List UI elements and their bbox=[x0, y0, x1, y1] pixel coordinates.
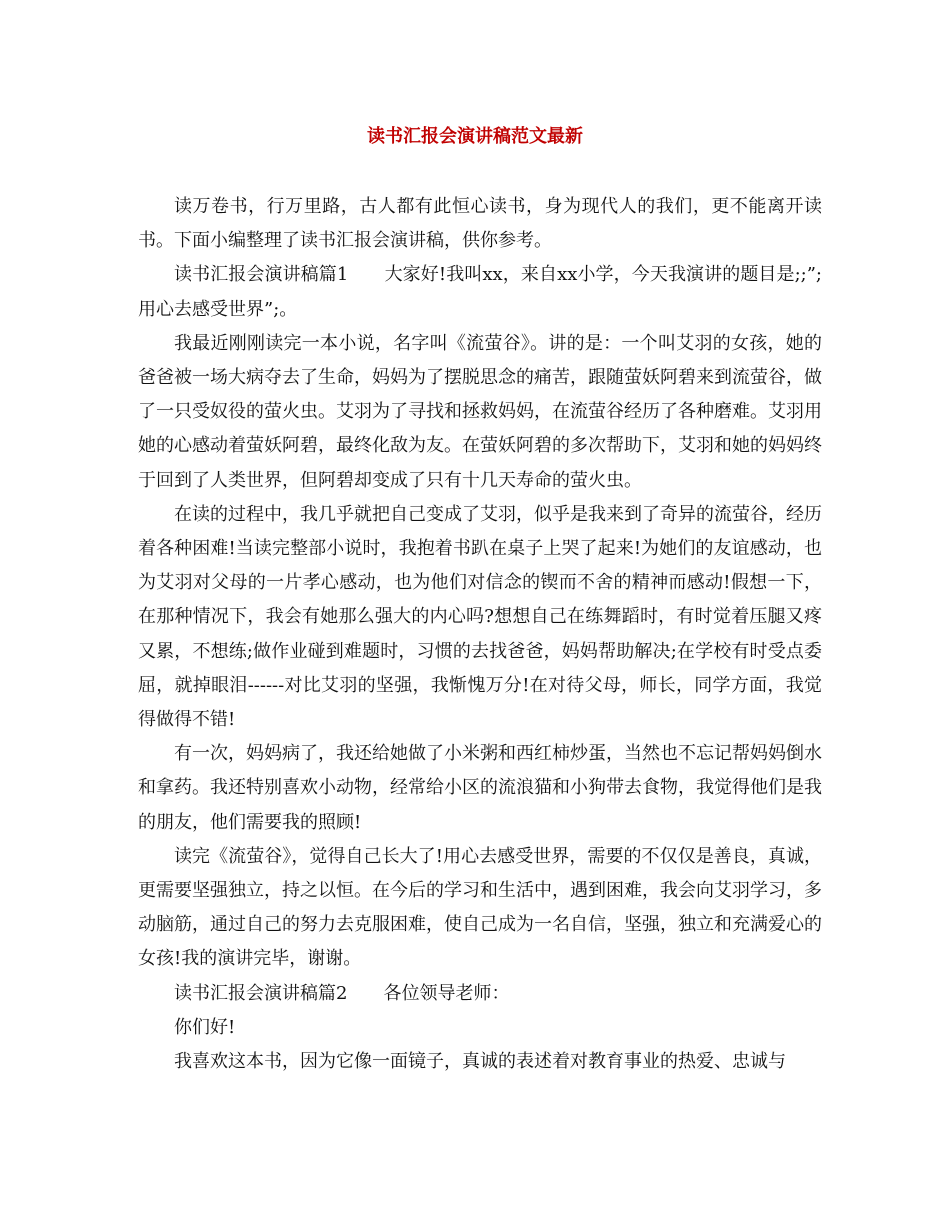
paragraph-intro: 读万卷书，行万里路，古人都有此恒心读书，身为现代人的我们，更不能离开读书。下面小编整理了读书汇报会演讲稿，供你参考。 bbox=[138, 196, 822, 252]
paragraph-caring-story: 有一次，妈妈病了，我还给她做了小米粥和西红柿炒蛋，当然也不忘记帮妈妈倒水和拿药。我还特别喜欢小动物，经常给小区的流浪猫和小狗带去食物，我觉得他们是我的朋友，他们需要我的照顾! bbox=[138, 743, 822, 833]
document-body bbox=[138, 190, 822, 1079]
paragraph-book-summary: 我最近刚刚读完一本小说，名字叫《流萤谷》。讲的是：一个叫艾羽的女孩，她的爸爸被一场大病夺去了生命，妈妈为了摆脱思念的痛苦，跟随萤妖阿碧来到流萤谷，做了一只受奴役的萤火虫。艾羽为了寻找和拯救妈妈，在流萤谷经历了各种磨难。艾羽用她的心感动着萤妖阿碧，最终化敌为友。在萤妖阿碧的多次帮助下，艾羽和她的妈妈终于回到了人类世界，但阿碧却变成了只有十几天寿命的萤火虫。 bbox=[138, 332, 822, 491]
paragraph-speech-2-heading: 读书汇报会演讲稿篇2 各位领导老师： bbox=[174, 982, 510, 1004]
paragraph-conclusion: 读完《流萤谷》，觉得自己长大了!用心去感受世界，需要的不仅仅是善良，真诚，更需要坚强独立，持之以恒。在今后的学习和生活中，遇到困难，我会向艾羽学习，多动脑筋，通过自己的努力去克服困难，使自己成为一名自信，坚强，独立和充满爱心的女孩!我的演讲完毕，谢谢。 bbox=[138, 845, 822, 970]
paragraph-reading-feelings: 在读的过程中，我几乎就把自己变成了艾羽，似乎是我来到了奇异的流萤谷，经历着各种困难!当读完整部小说时，我抱着书趴在桌子上哭了起来!为她们的友谊感动，也为艾羽对父母的一片孝心感动，也为他们对信念的锲而不舍的精神而感动!假想一下，在那种情况下，我会有她那么强大的内心吗?想想自己在练舞蹈时，有时觉着压腿又疼又累，不想练;做作业碰到难题时，习惯的去找爸爸，妈妈帮助解决;在学校有时受点委屈，就掉眼泪------对比艾羽的坚强，我惭愧万分!在对待父母，师长，同学方面，我觉得做得不错! bbox=[138, 503, 822, 731]
paragraph-speech-2-opening: 我喜欢这本书，因为它像一面镜子，真诚的表述着对教育事业的热爱、忠诚与 bbox=[174, 1051, 786, 1073]
paragraph-speech-1-heading: 读书汇报会演讲稿篇1 大家好!我叫xx，来自xx小学，今天我演讲的题目是;;”;用心去感受世界”;。 bbox=[138, 264, 822, 320]
paragraph-greeting: 你们好! bbox=[174, 1016, 236, 1038]
document-title: 读书汇报会演讲稿范文最新 bbox=[367, 126, 583, 147]
